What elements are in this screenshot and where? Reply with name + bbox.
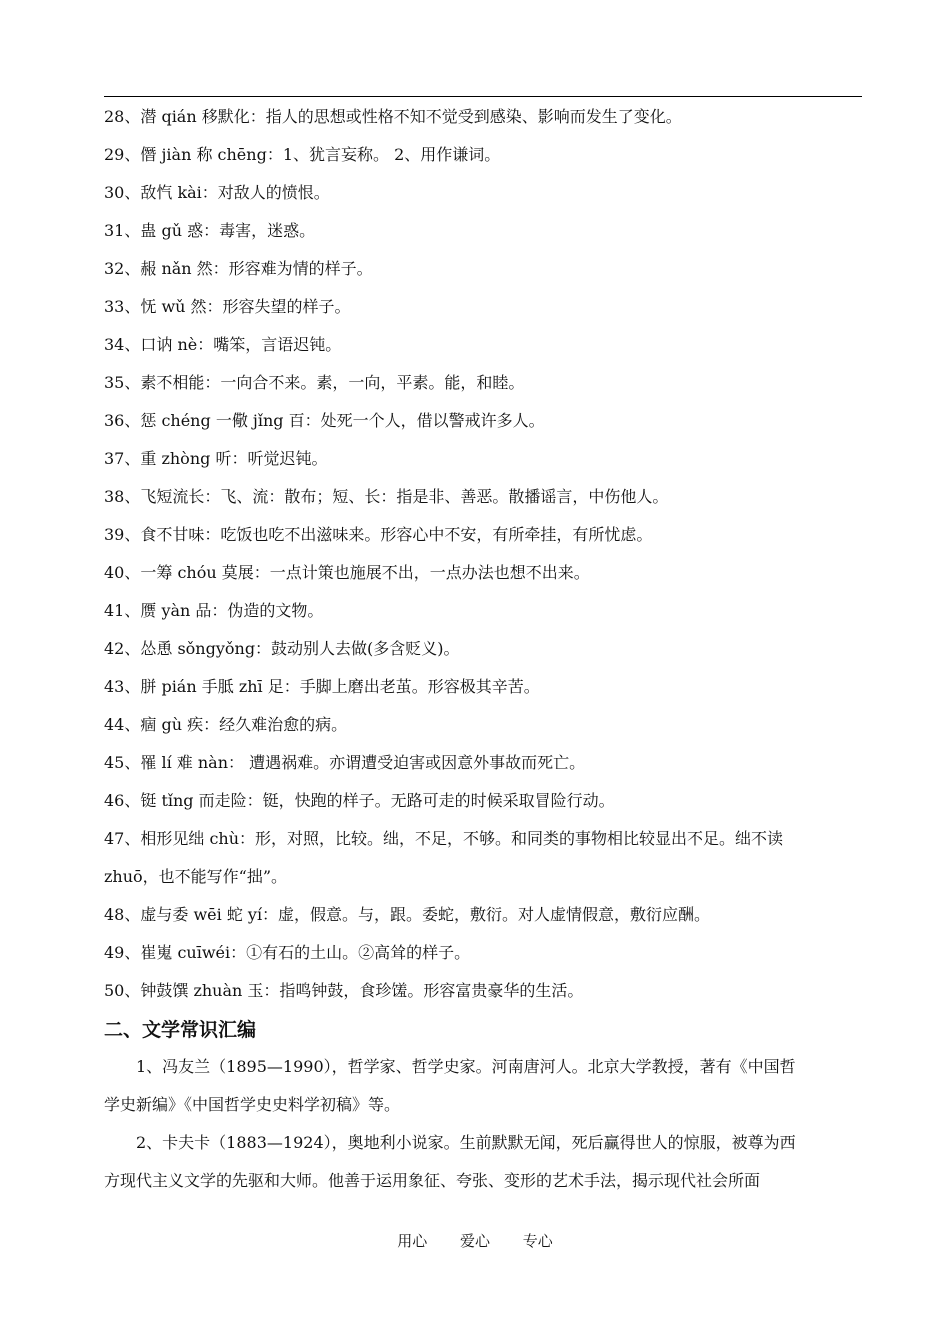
vocab-entry-47	[104, 820, 864, 896]
vocab-entry: 37、重 zhòng 听：听觉迟钝。	[104, 449, 328, 468]
footer-text: 专心	[522, 1232, 553, 1250]
vocab-entry: 46、铤 tǐng 而走险：铤，快跑的样子。无路可走的时候采取冒险行动。	[104, 791, 615, 810]
literature-paragraph	[104, 1124, 864, 1200]
footer-text: 爱心	[459, 1232, 490, 1250]
literature-paragraph	[104, 1048, 864, 1124]
vocab-entry-line: zhuō，也不能写作“拙”。	[104, 867, 288, 886]
paragraph-line: 2、卡夫卡（1883—1924），奥地利小说家。生前默默无闻，死后赢得世人的惊服，被尊为西	[136, 1133, 796, 1152]
vocab-entry: 29、僭 jiàn 称 chēng：1、犹言妄称。 2、用作谦词。	[104, 145, 501, 164]
header-rule	[104, 96, 862, 97]
vocab-entry: 30、敌忾 kài：对敌人的愤恨。	[104, 183, 330, 202]
vocab-entry: 31、蛊 gǔ 惑：毒害，迷惑。	[104, 221, 316, 240]
vocab-entry-line: 47、相形见绌 chù：形，对照，比较。绌，不足，不够。和同类的事物相比较显出不足。绌不读	[104, 829, 784, 848]
vocab-entry: 48、虚与委 wēi 蛇 yí：虚，假意。与，跟。委蛇，敷衍。对人虚情假意，敷衍应酬。	[104, 905, 711, 924]
footer-text: 用心	[397, 1232, 428, 1250]
vocab-entry: 49、崔嵬 cuīwéi：①有石的土山。②高耸的样子。	[104, 943, 471, 962]
vocab-list	[104, 98, 864, 1010]
vocab-entry: 28、潜 qián 移默化：指人的思想或性格不知不觉受到感染、影响而发生了变化。	[104, 107, 682, 126]
vocab-entry: 42、怂恿 sǒngyǒng：鼓动别人去做(多含贬义)。	[104, 639, 460, 658]
vocab-entry: 41、赝 yàn 品：伪造的文物。	[104, 601, 324, 620]
vocab-entry: 36、惩 chéng 一儆 jǐng 百：处死一个人，借以警戒许多人。	[104, 411, 545, 430]
vocab-entry: 45、罹 lí 难 nàn： 遭遇祸难。亦谓遭受迫害或因意外事故而死亡。	[104, 753, 586, 772]
vocab-entry: 38、飞短流长：飞、流：散布；短、长：指是非、善恶。散播谣言，中伤他人。	[104, 487, 669, 506]
paragraph-line: 学史新编》《中国哲学史史料学初稿》等。	[104, 1095, 401, 1114]
vocab-entry: 32、赧 nǎn 然：形容难为情的样子。	[104, 259, 373, 278]
vocab-entry: 43、胼 pián 手胝 zhī 足：手脚上磨出老茧。形容极其辛苦。	[104, 677, 540, 696]
vocab-entry: 34、口讷 nè：嘴笨，言语迟钝。	[104, 335, 342, 354]
vocab-entry: 44、痼 gù 疾：经久难治愈的病。	[104, 715, 348, 734]
vocab-entry: 33、怃 wǔ 然：形容失望的样子。	[104, 297, 351, 316]
section-heading: 二、文学常识汇编	[104, 1019, 257, 1041]
vocab-entry: 35、素不相能：一向合不来。素，一向，平素。能，和睦。	[104, 373, 525, 392]
paragraph-line: 方现代主义文学的先驱和大师。他善于运用象征、夸张、变形的艺术手法，揭示现代社会所面	[104, 1171, 761, 1190]
paragraph-line: 1、冯友兰（1895—1990），哲学家、哲学史家。河南唐河人。北京大学教授，著有《中国哲	[136, 1057, 796, 1076]
document-body	[104, 98, 864, 1200]
vocab-entry: 50、钟鼓馔 zhuàn 玉：指鸣钟鼓，食珍馐。形容富贵豪华的生活。	[104, 981, 584, 1000]
page-footer	[0, 1230, 950, 1251]
vocab-entry: 39、食不甘味：吃饭也吃不出滋味来。形容心中不安，有所牵挂，有所忧虑。	[104, 525, 653, 544]
vocab-entry: 40、一筹 chóu 莫展：一点计策也施展不出，一点办法也想不出来。	[104, 563, 590, 582]
